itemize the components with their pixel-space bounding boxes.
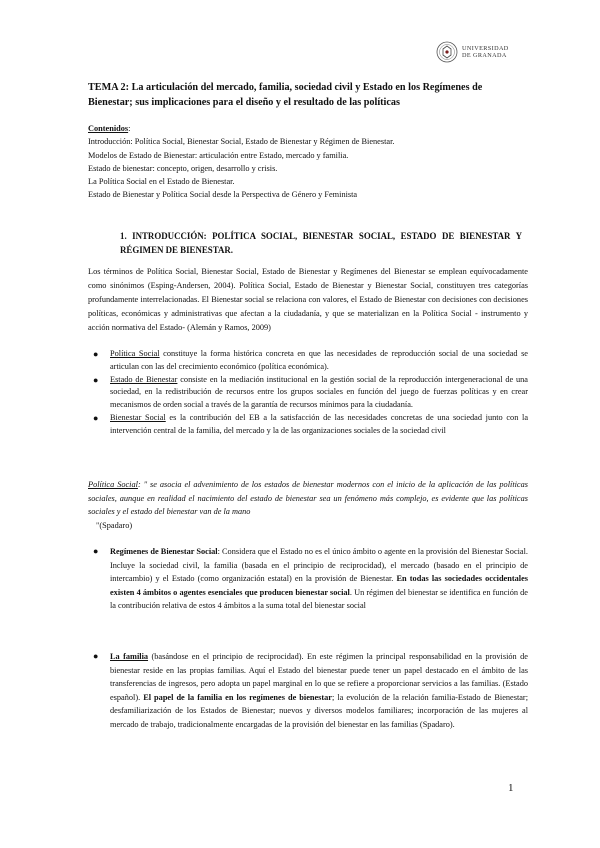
regimes-text-1: : Considera que el Estado no es el único ámbito o agente en la provisión del Bienestar Social. Incluye la sociedad civil, la familia (basada en el principio de reciprocidad), el mercado (basado en el principio de intercambio) y el Estado (como organización estatal) en la provisión de Bienestar. bbox=[110, 547, 528, 583]
document-title: TEMA 2: La articulación del mercado, familia, sociedad civil y Estado en los Regímenes de Bienestar; sus implicaciones para el diseño y el resultado de las políticas bbox=[88, 82, 483, 108]
family-text-2: ; la evolución de la relación familia-Estado de Bienestar; desfamiliarización de los Estados de Bienestar; nuevos y diversos modelos familiares; incorporación de las mujeres al mercado de trabajo, tradicionalmente encargadas de la provisión del bienestar en las familias (Spadaro). bbox=[110, 692, 528, 729]
university-logo bbox=[436, 40, 536, 64]
quote-text: : " se asocia el advenimiento de los estados de bienestar modernos con el inicio de la aplicación de las políticas sociales, aunque en realidad el nacimiento del estado de bienestar sea un fenómeno más complejo, es evidente que las políticas sociales y el estado del bienestar van de la mano bbox=[88, 480, 528, 516]
logo-text bbox=[462, 45, 509, 60]
list-item bbox=[88, 348, 528, 374]
definitions-list bbox=[88, 348, 528, 438]
section-heading: 1. INTRODUCCIÓN: POLÍTICA SOCIAL, BIENESTAR SOCIAL, ESTADO DE BIENESTAR Y RÉGIMEN DE BIENESTAR. bbox=[120, 231, 522, 255]
contents-item: Introducción: Política Social, Bienestar Social, Estado de Bienestar y Régimen de Bienestar. bbox=[88, 137, 395, 147]
regimes-term: Regímenes de Bienestar Social bbox=[110, 547, 218, 556]
page-number: 1 bbox=[508, 782, 514, 794]
contents-item: Estado de bienestar: concepto, origen, desarrollo y crisis. bbox=[88, 163, 278, 173]
logo-line-1: UNIVERSIDAD bbox=[462, 44, 509, 52]
family-list bbox=[88, 650, 528, 731]
regimes-list bbox=[88, 545, 528, 613]
quote-paragraph bbox=[88, 478, 528, 532]
definition-text: consiste en la mediación institucional en la gestión social de la reproducción intergeneracional de una sociedad, en la redistribución de recursos entre los grupos sociales en función del juego de fuerzas políticas y en crear mecanismos de orden social a través de la garantía de recursos mínimos para la ciudadanía. bbox=[110, 374, 528, 410]
definition-term: Estado de Bienestar bbox=[110, 374, 178, 384]
definition-text: constituye la forma histórica concreta en que las necesidades de reproducción social de una sociedad se articulan con las del crecimiento económico (política económica). bbox=[110, 349, 528, 371]
regimes-text-2: . Un régimen del bienestar se identifica en función de la contribución relativa de estos 4 ámbitos a la suma total del bienestar social bbox=[110, 587, 528, 610]
regimes-bold-text: En todas las sociedades occidentales existen 4 ámbitos o agentes esenciales que producen bienestar social bbox=[110, 574, 528, 597]
contents-item: La Política Social en el Estado de Bienestar. bbox=[88, 177, 235, 187]
bullet-icon: ● bbox=[93, 374, 99, 385]
list-item bbox=[88, 545, 528, 613]
bullet-icon: ● bbox=[93, 412, 99, 423]
definition-term: Política Social bbox=[110, 349, 160, 358]
definition-text: es la contribución del EB a la satisfacción de las necesidades concretas de una sociedad junto con la intervención central de la familia, del mercado y la de las organizaciones sociales de la sociedad civil bbox=[110, 412, 529, 435]
family-text-1: (basándose en el principio de reciprocidad). En este régimen la principal responsabilidad en la provisión de bienestar reside en las propias familias. Aquí el Estado del bienestar puede tener un papel destacado en el ámbito de las transferencias de ingresos, pero adopta un papel marginal en lo que se refiere a proporcionar servicios a las familias. (Estado español). bbox=[110, 652, 528, 702]
contents-item: Modelos de Estado de Bienestar: articulación entre Estado, mercado y familia. bbox=[88, 150, 349, 160]
family-bold-text: El papel de la familia en los regímenes de bienestar bbox=[143, 692, 332, 702]
list-item bbox=[88, 650, 528, 731]
university-seal-icon bbox=[436, 41, 458, 63]
family-term: La familia bbox=[110, 652, 149, 661]
list-item bbox=[88, 412, 528, 438]
contents-block bbox=[88, 122, 528, 202]
contents-item: Estado de Bienestar y Política Social desde la Perspectiva de Género y Feminista bbox=[88, 190, 358, 200]
quote-label: Política Social bbox=[88, 480, 138, 489]
list-item bbox=[88, 374, 528, 412]
definition-term: Bienestar Social bbox=[110, 412, 166, 422]
contents-heading-colon: : bbox=[128, 124, 131, 133]
bullet-icon: ● bbox=[93, 546, 99, 556]
quote-source: "(Spadaro) bbox=[96, 520, 133, 530]
bullet-icon: ● bbox=[93, 651, 99, 661]
contents-heading: Contenidos bbox=[88, 124, 129, 133]
intro-paragraph: Los términos de Política Social, Bienestar Social, Estado de Bienestar y Regímenes del Bienestar se emplean equívocadamente como sinónimos (Esping-Andersen, 2004). Política Social, Estado de Bienestar y Bienestar Social, constituyen tres categorías profundamente interrelacionadas. El Bienestar social se relaciona con valores, el Estado de Bienestar con decisiones con decisiones políticas, económicas y administrativas que afectan a la ciudadanía, y que se materializan en la Política Social - instrumento y acción normativa del Estado- (Alemán y Ramos, 2009) bbox=[88, 267, 528, 332]
logo-line-2: DE GRANADA bbox=[462, 52, 507, 59]
bullet-icon: ● bbox=[93, 349, 99, 359]
